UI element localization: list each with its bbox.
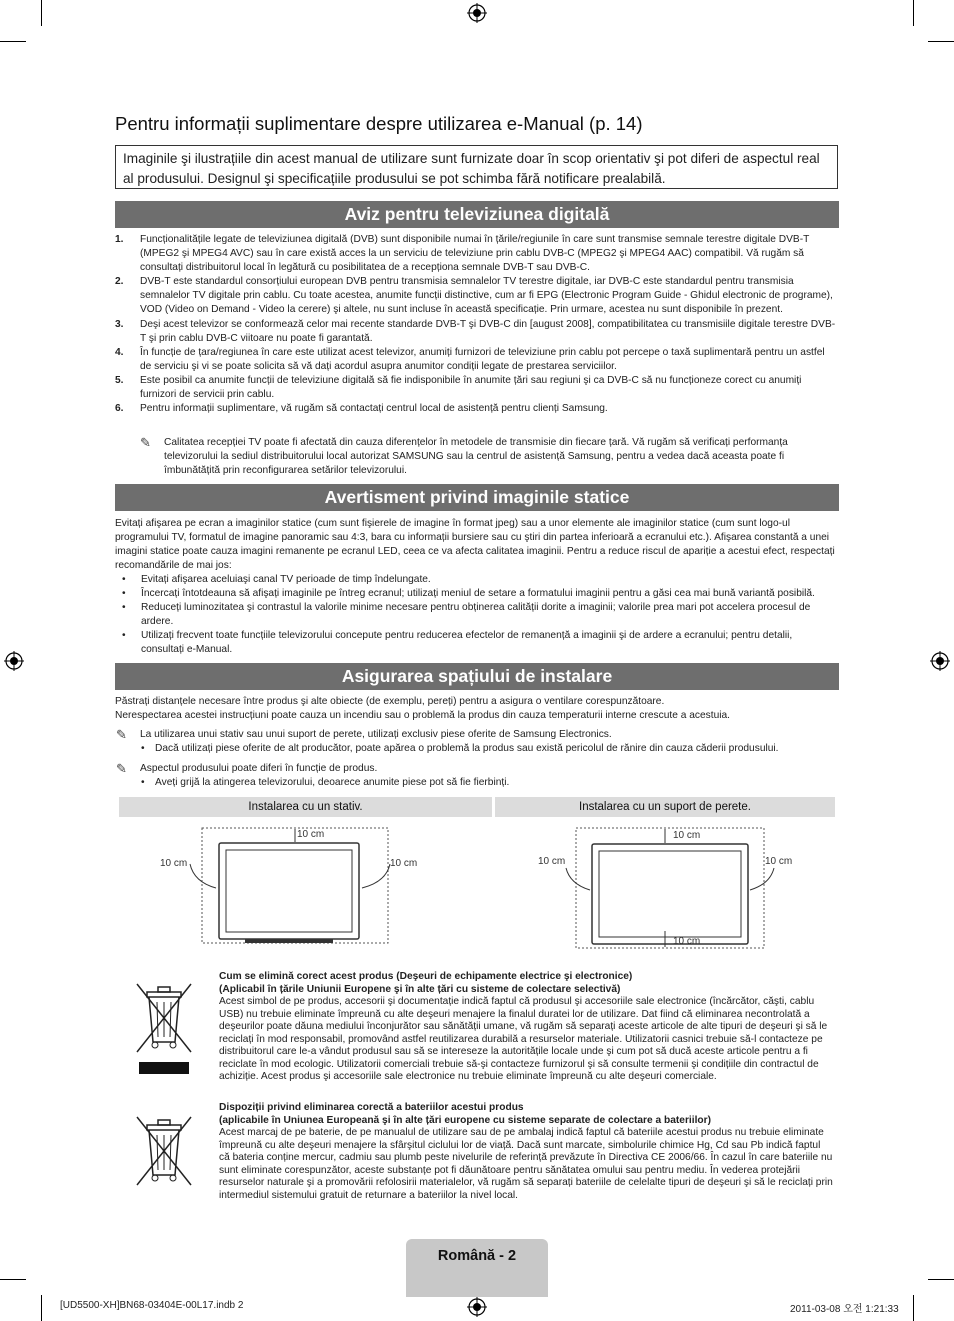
weee-text — [219, 971, 833, 1084]
crop-mark — [913, 0, 914, 26]
distance-label-top: 10 cm — [673, 830, 701, 841]
install-note-1-bullets — [134, 742, 834, 756]
battery-text — [219, 1102, 833, 1202]
distance-label-left: 10 cm — [160, 858, 188, 869]
weee-title: Cum se elimină corect acest produs (Deşeuri de echipamente electrice şi electronice) — [219, 971, 633, 982]
weee-subtitle: (Aplicabil în țările Uniunii Europene şi în alte țări cu sisteme de colectare selectivă) — [219, 983, 621, 995]
crop-mark — [928, 41, 954, 42]
list-item: 6. Pentru informații suplimentare, vă rugăm să contactați centrul local de asistență pentru clienți Samsung. — [115, 403, 608, 415]
crossed-bin-icon — [133, 982, 195, 1077]
wall-install-label: Instalarea cu un suport de perete. — [495, 797, 835, 817]
distance-label-left: 10 cm — [538, 856, 566, 867]
battery-crossed-bin-icon — [133, 1115, 195, 1190]
distance-label-right: 10 cm — [765, 856, 793, 867]
digital-list — [115, 233, 837, 416]
battery-subtitle: (aplicabile în Uniunea Europeană şi în alte țări europene cu sisteme separate de colectare a bateriilor) — [219, 1114, 711, 1126]
list-item: • Încercați întotdeauna să afişați imaginile pe întreg ecranul; utilizați meniul de setare a formatului imaginii pentru a găsi cea mai bună variantă posibilă. — [115, 587, 837, 601]
registration-mark-icon — [4, 651, 24, 671]
registration-mark-icon — [930, 651, 950, 671]
list-item: • Aveți grijă la atingerea televizorului, deoarece anumite piese pot să fie fierbinți. — [134, 776, 834, 790]
install-note-2-bullets — [134, 776, 834, 790]
section-heading-static: Avertisment privind imaginile statice — [115, 484, 839, 511]
list-item: 2. DVB-T este standardul consorțiului european DVB pentru transmisia semnalelor TV terestre digitale, iar DVB-C este standardul pentru transmisia semnalelor TV digitale prin cablu. Cu toate acestea, anumite funcții distinctive, cum ar fi EPG (Electronic Program Guide - Ghidul electronic de programe), VOD (Video on Demand - Video la cerere) şi altele, nu sunt incluse în această specificație. Prin urmare, acestea nu sunt disponibile în prezent. — [115, 276, 833, 316]
crop-mark — [928, 1279, 954, 1280]
list-item: • Evitați afişarea aceluiaşi canal TV perioade de timp îndelungate. — [115, 573, 837, 587]
battery-body: Acest marcaj de pe baterie, de pe manualul de utilizare sau de pe ambalaj indică faptul că bateriile acestui produs nu trebuie eliminate împreună cu alte deşeuri menajere la sfârşitul ciclului lor de viață. Dacă sunt marcate, simbolurile chimice Hg, Cd sau Pb indică faptul că bateria conține mercur, cadmiu sau plumb peste nivelurile de referință prevăzute în Directiva CE 2006/66. În cazul în care bateriile nu sunt eliminate corespunzător, aceste substanțe pot fi dăunătoare pentru sănătatea omului sau pentru mediu. În vederea protejării resurselor naturale şi a promovării refolosirii materialelor, vă rugăm să separați bateriile de celelalte tipuri de deşeuri şi să le reciclați prin intermediul sistemului gratuit de returnare a bateriilor la nivel local. — [219, 1127, 833, 1201]
crop-mark — [41, 0, 42, 26]
page-number: Română - 2 — [437, 1248, 517, 1264]
list-item: • Dacă utilizați piese oferite de alt producător, poate apărea o problemă la produs sau există pericolul de rănire din cauza căderii produsului. — [134, 742, 834, 756]
registration-mark-icon — [467, 3, 487, 23]
install-note-2: Aspectul produsului poate diferi în funcție de produs. — [140, 763, 378, 774]
page-number-tab — [406, 1239, 548, 1297]
list-item: 1. Funcționalitățile legate de televiziunea digitală (DVB) sunt disponibile numai în țările/regiunile în care sunt transmise semnale terestre digitale DVB-T (MPEG2 şi MPEG4 AVC) sau în care există acces la un serviciu de televiziune prin cablu DVB-C (MPEG2 şi MPEG4 AAC) compatibil. Vă rugăm să consultați distribuitorul local în legătură cu posibilitatea de a recepționa semnale DVB-T sau DVB-C. — [115, 234, 810, 274]
page-title: Pentru informații suplimentare despre utilizarea e-Manual (p. 14) — [115, 113, 643, 134]
digital-note: Calitatea recepției TV poate fi afectată din cauza diferențelor în metodele de transmisie din fiecare țară. Vă rugăm să verificați performanța televizorului la sediul distribuitorului local autorizat SAMSUNG sau la centrul de asistență Samsung, pentru a vedea dacă aceasta poate fi îmbunătățită prin reconfigurarea setărilor televizorului. — [164, 437, 788, 477]
crop-mark — [0, 1279, 26, 1280]
install-line-2: Nerespectarea acestei instrucțiuni poate cauza un incendiu sau o problemă la produs din cauza temperaturii interne crescute a acestuia. — [115, 710, 731, 721]
distance-label-bottom: 10 cm — [673, 936, 701, 947]
crop-mark — [41, 1295, 42, 1321]
note-pencil-icon: ✎ — [116, 727, 127, 742]
registration-mark-icon — [467, 1297, 487, 1317]
footer-file: [UD5500-XH]BN68-03404E-00L17.indb 2 — [60, 1300, 244, 1311]
list-item: 5. Este posibil ca anumite funcții de televiziune digitală să fie indisponibile în anumite țări sau regiuni şi ca DVB-C să nu funcționeze corect cu anumiți furnizori de servicii prin cablu. — [115, 374, 802, 401]
footer-date: 2011-03-08 오전 1:21:33 — [790, 1304, 899, 1315]
static-intro: Evitați afişarea pe ecran a imaginilor statice (cum sunt fişierele de imagine în format jpeg) sau a unor elemente ale imaginilor statice (cum sunt logo-ul programului TV, formatul de imagine panoramic sau 4:3, bara cu informații bursiere sau cu ştiri din partea inferioară a ecranului etc.). Afişarea constantă a unei imagini statice poate cauza imagini remanente pe ecranul LED, ceea ce va afecta calitatea imaginii. Pentru a reduce riscul de apariție a acestui efect, respectați recomandările de mai jos: — [115, 518, 835, 572]
section-heading-digital: Aviz pentru televiziunea digitală — [115, 201, 839, 228]
list-item: 4. În funcție de țara/regiunea în care este utilizat acest televizor, anumiți furnizori de televiziune prin cablu pot percepe o taxă suplimentară pentru un astfel de serviciu şi vi se poate solicita să vă dați acordul asupra anumitor condiții legate de prestarea serviciilor. — [115, 346, 825, 372]
distance-label-top: 10 cm — [297, 829, 325, 840]
battery-title: Dispoziții privind eliminarea corectă a bateriilor acestui produs — [219, 1102, 524, 1113]
list-item: • Reduceți luminozitatea şi contrastul la valorile minime necesare pentru obținerea calității dorite a imaginii; valorile prea mari pot accelera procesul de ardere. — [115, 601, 837, 629]
note-pencil-icon: ✎ — [116, 761, 127, 776]
stand-install-label: Instalarea cu un stativ. — [119, 797, 492, 817]
install-note-1: La utilizarea unui stativ sau unui suport de perete, utilizați exclusiv piese oferite de Samsung Electronics. — [140, 729, 612, 740]
stand-install-diagram — [150, 820, 440, 950]
distance-label-right: 10 cm — [390, 858, 418, 869]
list-item: 3. Deşi acest televizor se conformează celor mai recente standarde DVB-T şi DVB-C din [august 2008], compatibilitatea cu transmisiile digitale terestre DVB-T şi prin cablu DVB-C viitoare nu poate fi garantată. — [115, 318, 836, 344]
list-item: • Utilizați frecvent toate funcțiile televizorului concepute pentru reducerea efectelor de remanență a imaginii şi de ardere a ecranului; pentru detalii, consultați e-Manual. — [115, 629, 837, 657]
crop-mark — [913, 1295, 914, 1321]
static-bullets — [115, 573, 837, 658]
weee-body: Acest simbol de pe produs, accesorii şi documentație indică faptul că produsul şi accesoriile sale electronice (încărcător, căşti, cablu USB) nu trebuie eliminate împreună cu alte deşeuri menajere la finalul duratei lor de utilizare. Dat fiind că eliminarea necontrolată a deşeurilor poate dăuna mediului înconjurător sau sănătății umane, vă rugăm să separați aceste articole de alte tipuri de deşeuri şi să le reciclați în mod responsabil, promovând astfel reutilizarea durabilă a resurselor materiale. Utilizatorii casnici trebuie să-l contacteze pe distribuitorul care le-a vândut produsul sau să se intereseze la autoritățile locale unde şi cum pot să ducă aceste articole pentru a fi reciclate în mod ecologic. Utilizatorii comerciali trebuie să-şi contacteze furnizorul şi să consulte termenii şi condițiile din contractul de achiziție. Acest produs şi accesoriile sale electronice nu trebuie eliminate împreună cu alte deşeuri comerciale. — [219, 996, 828, 1082]
note-pencil-icon: ✎ — [140, 435, 151, 450]
crop-mark — [0, 41, 26, 42]
install-line-1: Păstrați distanțele necesare între produs şi alte obiecte (de exemplu, pereți) pentru a asigura o ventilare corespunzătoare. — [115, 696, 665, 707]
disclaimer-box: Imaginile şi ilustrațiile din acest manual de utilizare sunt furnizate doar în scop orientativ şi pot diferi de aspectul real al produsului. Designul şi specificațiile produsului se pot schimba fără notificare prealabilă. — [115, 145, 838, 189]
section-heading-install: Asigurarea spațiului de instalare — [115, 663, 839, 690]
